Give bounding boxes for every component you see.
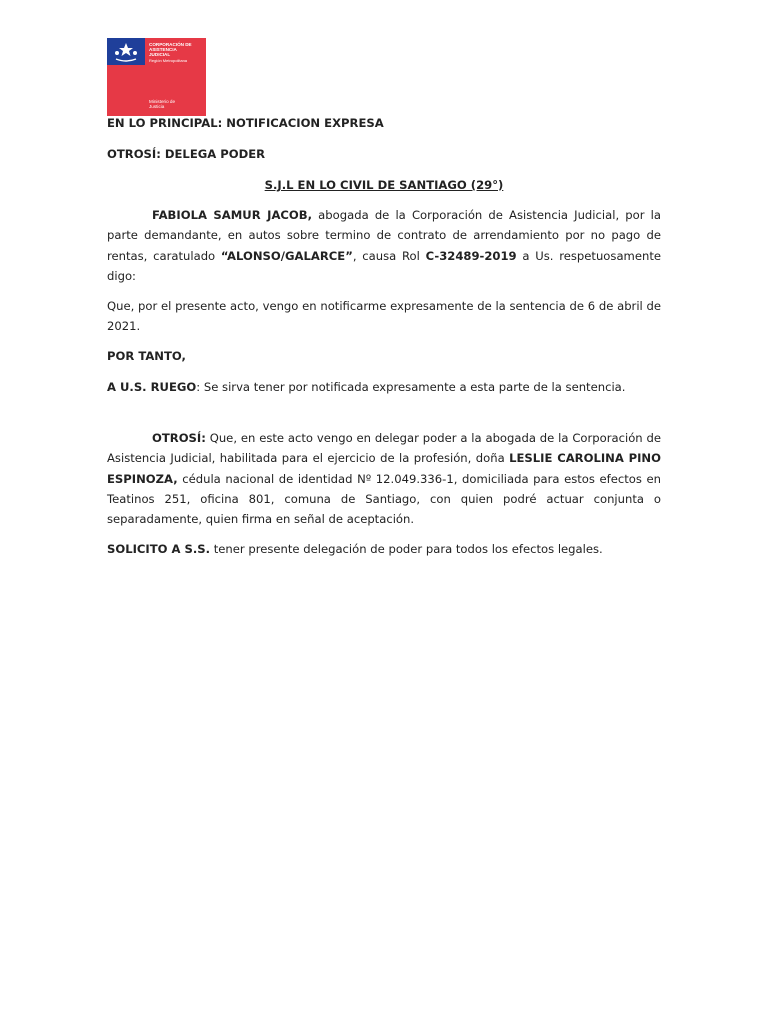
court-heading: S.J.L EN LO CIVIL DE SANTIAGO (29°) — [264, 178, 504, 192]
lawyer-name: FABIOLA SAMUR JACOB, — [152, 208, 313, 222]
case-name: “ALONSO/GALARCE” — [220, 248, 353, 263]
logo-region: Región Metropolitana — [149, 57, 188, 63]
otrosi-label: OTROSÍ: — [152, 431, 206, 445]
paragraph-solicito: SOLICITO A S.S. tener presente delegación de poder para todos los efectos legales. — [107, 542, 603, 556]
delegate-name: LESLIE CAROLINA PINO ESPINOZA, — [107, 451, 661, 486]
coat-of-arms-icon — [113, 41, 139, 63]
heading-principal: EN LO PRINCIPAL: NOTIFICACION EXPRESA — [107, 116, 384, 130]
paragraph-appearance: FABIOLA SAMUR JACOB, abogada de la Corporación de Asistencia Judicial, por la parte demandante, en autos sobre termino de contrato de arrendamiento por no pago de rentas, caratulado “ALONSO/GALARCE”, causa Rol C-32489-2019 a Us. respetuosamente digo: — [107, 208, 662, 283]
logo-left-band — [107, 38, 145, 116]
solicito-label: SOLICITO A S.S. — [107, 542, 211, 556]
paragraph-otrosi: OTROSÍ: Que, en este acto vengo en delegar poder a la abogada de la Corporación de Asistencia Judicial, habilitada para el ejercicio de la profesión, doña LESLIE CAROLINA PINO ESPINOZA, cédula nacional de identidad Nº 12.049.336-1, domiciliada para estos efectos en Teatinos 251, oficina 801, comuna de Santiago, con quien podré actuar conjunta o separadamente, quien firma en señal de aceptación. — [107, 431, 661, 527]
logo-text-panel — [145, 38, 206, 116]
institution-logo — [107, 38, 206, 116]
case-rol: C-32489-2019 — [425, 248, 517, 263]
heading-otrosi: OTROSÍ: DELEGA PODER — [107, 147, 266, 161]
paragraph-notification: Que, por el presente acto, vengo en notificarme expresamente de la sentencia de 6 de abril de 2021. — [107, 299, 661, 334]
logo-ministry: Ministerio de Justicia — [149, 99, 176, 110]
logo-org-name: CORPORACIÓN DE ASISTENCIA JUDICIAL Región Metropolitana — [149, 42, 205, 63]
por-tanto-heading: POR TANTO, — [107, 349, 186, 363]
logo-blue-block — [107, 38, 145, 65]
ruego-label: A U.S. RUEGO — [107, 380, 197, 394]
paragraph-ruego: A U.S. RUEGO: Se sirva tener por notificada expresamente a esta parte de la sentencia. — [107, 380, 626, 394]
logo-red-block — [107, 65, 145, 116]
